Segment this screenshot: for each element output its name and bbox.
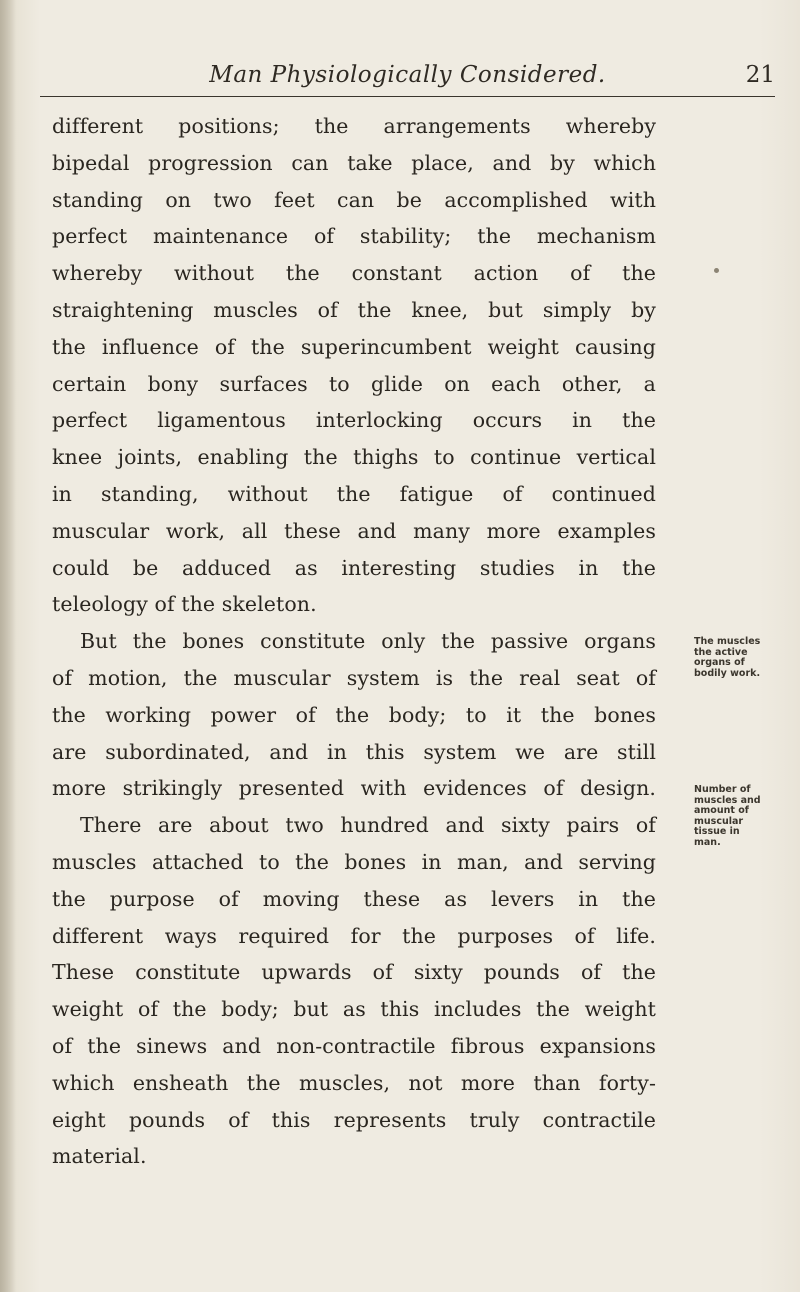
text-line: which ensheath the muscles, not more than forty- [52, 1070, 656, 1095]
text-line: straightening muscles of the knee, but simply by [52, 297, 656, 322]
margin-note-line: muscles and [694, 794, 761, 806]
text-line: certain bony surfaces to glide on each other, a [52, 371, 656, 396]
text-line: different ways required for the purposes of life. [52, 923, 656, 948]
text-line: muscles attached to the bones in man, and serving [52, 849, 656, 874]
paragraph-start-line: There are about two hundred and sixty pairs of [80, 813, 656, 838]
text-line: of the sinews and non-contractile fibrous expansions [52, 1033, 656, 1058]
margin-note-number-of-muscles [694, 785, 774, 848]
text-line: weight of the body; but as this includes the weight [52, 997, 656, 1022]
margin-note-line: The muscles [694, 636, 761, 647]
text-line: muscular work, all these and many more examples [52, 518, 656, 543]
margin-note-line: bodily work. [694, 667, 761, 679]
text-line: different positions; the arrangements whereby [52, 114, 656, 138]
gutter-shadow [0, 0, 16, 1292]
text-line: the purpose of moving these as levers in the [52, 886, 656, 911]
margin-note-line: organs of [694, 657, 745, 668]
text-line: teleology of the skeleton. [52, 592, 317, 617]
running-head [40, 62, 775, 97]
text-line: eight pounds of this represents truly contractile [52, 1107, 656, 1132]
text-line: the working power of the body; to it the bones [52, 702, 656, 727]
text-line: standing on two feet can be accomplished with [52, 187, 656, 212]
text-line: the influence of the superincumbent weight causing [52, 334, 656, 359]
paragraph-start-line: But the bones constitute only the passive organs [80, 629, 656, 654]
margin-note-line: amount of [694, 805, 749, 816]
text-line: are subordinated, and in this system we are still [52, 739, 656, 764]
text-line: could be adduced as interesting studies in the [52, 555, 656, 580]
margin-note-line: Number of [694, 784, 751, 795]
paper-speck [714, 268, 719, 273]
text-line: material. [52, 1144, 147, 1169]
margin-note-line: the active [694, 646, 748, 658]
text-line: whereby without the constant action of the [52, 261, 656, 286]
body-text [52, 108, 656, 1175]
margin-note-muscles-active-organs [694, 637, 774, 679]
text-line: of motion, the muscular system is the real seat of [52, 665, 656, 690]
text-line: perfect maintenance of stability; the mechanism [52, 224, 656, 249]
margin-note-line: muscular [694, 815, 744, 827]
page-number: 21 [745, 62, 775, 88]
text-line: in standing, without the fatigue of continued [52, 481, 656, 506]
margin-note-line: tissue in [694, 826, 740, 837]
text-line: more strikingly presented with evidences of design. [52, 776, 656, 801]
text-line: These constitute upwards of sixty pounds of the [52, 960, 656, 985]
running-title: Man Physiologically Considered. [209, 62, 606, 88]
text-line: bipedal progression can take place, and by which [52, 150, 656, 175]
text-line: perfect ligamentous interlocking occurs in the [52, 408, 656, 433]
text-line: knee joints, enabling the thighs to continue vertical [52, 445, 656, 470]
margin-note-line: man. [694, 836, 721, 848]
